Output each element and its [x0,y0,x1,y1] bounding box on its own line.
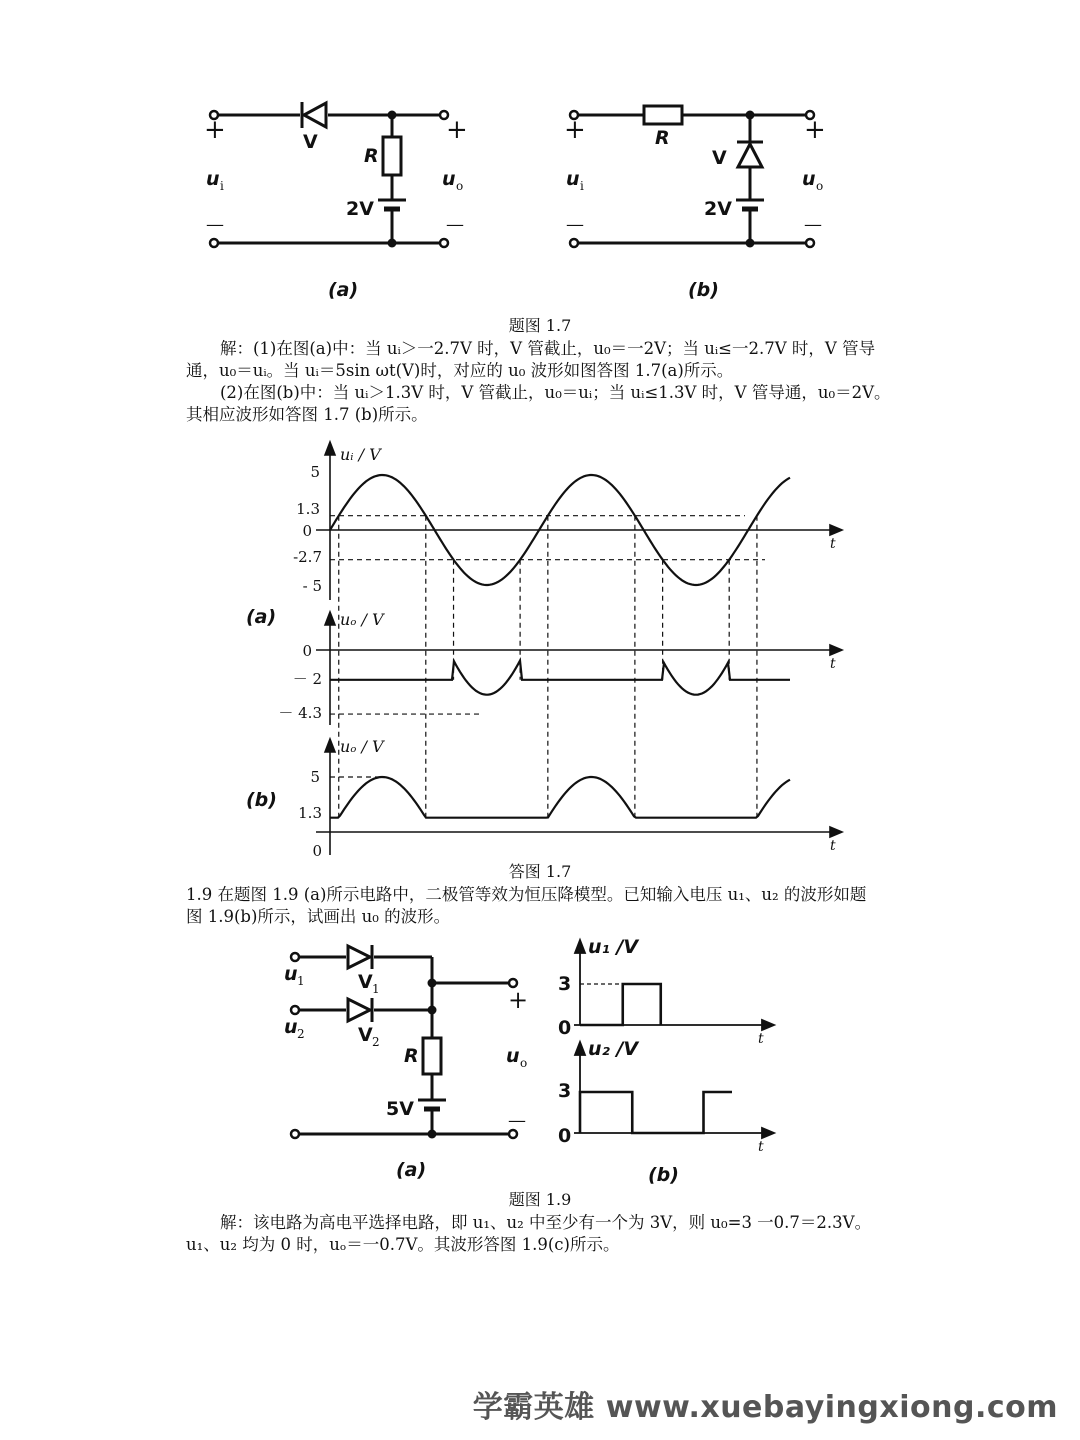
diode-v2-icon [348,998,372,1022]
input-label: u [206,168,220,190]
figure-label-a: (a) [396,1159,427,1181]
arrow-y-1 [325,442,335,455]
tick-0: 0 [312,842,322,860]
output-label: u [442,168,456,190]
figure-caption-1-7: 题图 1.7 [508,316,572,335]
zero-u1: 0 [558,1017,572,1039]
solution-line: u₁、u₂ 均为 0 时，uₒ＝一0.7V。其波形答图 1.9(c)所示。 [186,1235,620,1254]
figure-label-b: (b) [648,1164,679,1186]
figure-caption-1-9: 题图 1.9 [508,1190,572,1209]
output-sub: o [456,179,464,193]
solution-line: (2)在图(b)中：当 uᵢ＞1.3V 时，V 管截止，u₀＝uᵢ；当 uᵢ≤1.3V 时，V 管导通，u₀＝2V。 [220,383,891,402]
minus-out: — [508,1110,526,1131]
battery-label: 2V [346,198,374,220]
u1-label: u [284,963,298,985]
resistor-label: R [404,1045,419,1067]
solution-line: 解：该电路为高电平选择电路，即 u₁、u₂ 中至少有一个为 3V，则 u₀=3 一0.7＝2.3V。 [220,1213,872,1232]
t-label-3: t [830,838,836,854]
output-sub: o [520,1056,528,1070]
output-b-curve [330,777,790,818]
minus-out: — [804,214,822,235]
minus-in: — [566,214,584,235]
diode-label: V [303,131,318,153]
tick-neg-5: - 5 [302,577,322,595]
tick-neg-2: － 2 [292,670,322,688]
output-a-curve [330,661,790,695]
problem-1-9 [186,884,906,928]
t-label-2: t [830,656,836,672]
plot2-ylabel: uₒ / V [340,610,384,629]
output-label: u [506,1045,520,1067]
v2-label: V [358,1024,373,1046]
t-label-u2: t [758,1139,764,1155]
watermark: 学霸英雄 www.xuebayingxiong.com [472,1390,1058,1425]
tick-1-3: 1.3 [296,500,320,518]
plus-out: + [508,986,529,1014]
minus-out: — [446,214,464,235]
plus-out: + [446,115,468,145]
v1-sub: 1 [372,982,380,996]
minus-in: — [206,214,224,235]
u2-pulse-wave [580,1092,732,1133]
u2-label: u [284,1016,298,1038]
plot1-ylabel: uᵢ / V [340,445,381,464]
circuit-1-9a [270,940,540,1180]
tick-0: 0 [302,642,312,660]
t-label-1: t [830,536,836,552]
solution-line: 解：(1)在图(a)中：当 uᵢ＞一2.7V 时，V 管截止，u₀＝一2V；当 uᵢ≤一2.7V 时，V 管导 [220,339,876,358]
tick-neg-2-7: -2.7 [293,548,322,566]
u2-axis-label: u₂ /V [588,1038,639,1060]
figure-label-b: (b) [688,279,719,301]
v2-sub: 2 [372,1035,380,1049]
t-label-u1: t [758,1031,764,1047]
plus-in: + [204,115,226,145]
u1-pulse-wave [580,984,661,1025]
tick-5: 5 [310,463,320,481]
zero-u2: 0 [558,1125,572,1147]
input-sub: i [220,179,224,193]
figure-label-a: (a) [328,279,359,301]
input-label: u [566,168,580,190]
v1-label: V [358,971,373,993]
tick-0: 0 [302,522,312,540]
diode-label: V [712,147,727,169]
battery-label: 2V [704,198,732,220]
plot3-ylabel: uₒ / V [340,737,384,756]
output-label: u [802,168,816,190]
output-sub: o [816,179,824,193]
problem-line: 图 1.9(b)所示，试画出 u₀ 的波形。 [186,907,451,926]
battery-label: 5V [386,1098,414,1120]
diode-v1-icon [348,945,372,969]
tick-neg-4-3: － 4.3 [278,704,322,722]
u1-sub: 1 [297,974,305,988]
plus-out: + [804,115,826,145]
plus-in: + [564,115,586,145]
level-3-u1: 3 [558,973,572,995]
tick-1-3: 1.3 [298,804,322,822]
label-b: (b) [246,789,277,811]
input-sub: i [580,179,584,193]
problem-line: 1.9 在题图 1.9 (a)所示电路中，二极管等效为恒压降模型。已知输入电压 u₁、u₂ 的波形如题 [186,885,867,904]
u2-sub: 2 [297,1027,305,1041]
resistor-label: R [364,145,379,167]
u1-axis-label: u₁ /V [588,936,639,958]
solution-1-9 [186,1212,906,1256]
label-a: (a) [246,606,277,628]
level-3-u2: 3 [558,1080,572,1102]
arrow-x-1 [830,525,842,535]
resistor-label: R [655,127,670,149]
figure-caption-answer-1-7: 答图 1.7 [508,862,572,881]
solution-line: 其相应波形如答图 1.7 (b)所示。 [186,405,428,424]
solution-line: 通，u₀＝uᵢ。当 uᵢ＝5sin ωt(V)时，对应的 u₀ 波形如图答图 1.7(a)所示。 [186,361,734,380]
tick-5: 5 [310,768,320,786]
input-waveforms-1-9b [540,935,800,1185]
